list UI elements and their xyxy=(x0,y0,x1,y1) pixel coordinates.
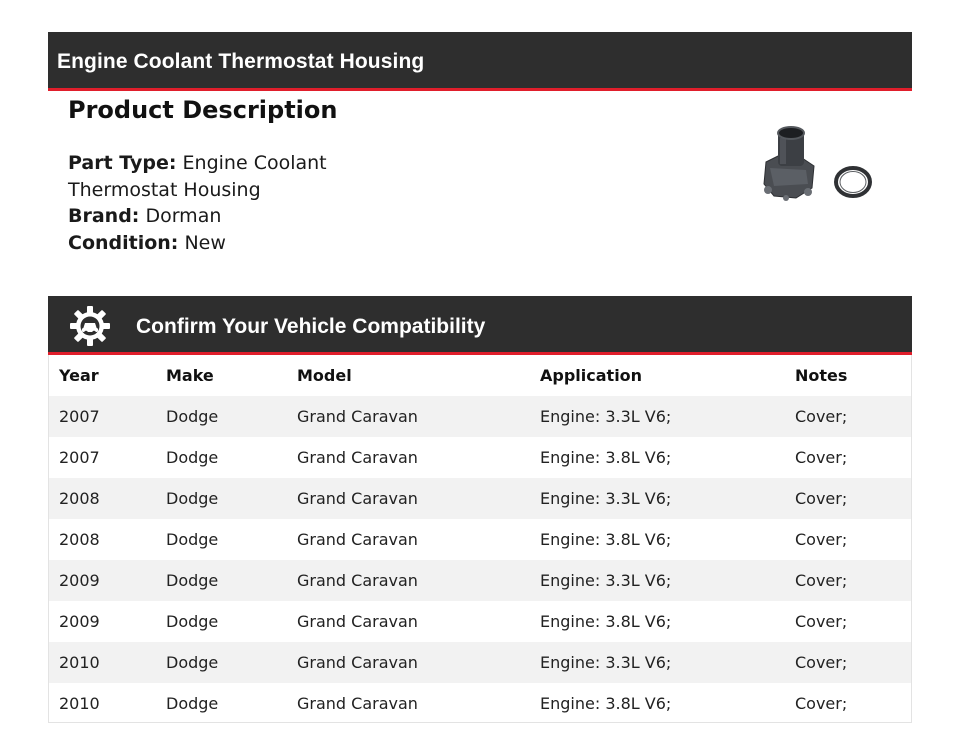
cell-notes: Cover; xyxy=(795,612,848,631)
part-type-label: Part Type: xyxy=(68,152,177,174)
cell-year: 2009 xyxy=(49,560,166,601)
cell-model: Grand Caravan xyxy=(297,642,540,683)
part-type-line xyxy=(68,150,428,203)
cell-notes: Cover; xyxy=(795,478,911,519)
title-bar xyxy=(48,32,912,91)
description-details xyxy=(68,150,428,256)
table-row xyxy=(49,601,911,642)
table-header-row xyxy=(49,355,911,396)
cell-application: Engine: 3.8L V6; xyxy=(540,694,672,713)
table-row xyxy=(49,519,911,560)
col-model: Model xyxy=(297,366,352,385)
description-heading: Product Description xyxy=(68,96,338,124)
cell-year: 2010 xyxy=(59,694,100,713)
cell-application: Engine: 3.3L V6; xyxy=(540,396,795,437)
cell-notes: Cover; xyxy=(795,530,848,549)
cell-application: Engine: 3.3L V6; xyxy=(540,478,795,519)
cell-model: Grand Caravan xyxy=(297,560,540,601)
col-make: Make xyxy=(166,366,214,385)
cell-make: Dodge xyxy=(166,642,297,683)
condition-value: New xyxy=(184,231,226,254)
cell-application: Engine: 3.8L V6; xyxy=(540,612,672,631)
product-image xyxy=(756,120,880,204)
cell-year: 2009 xyxy=(59,612,100,631)
cell-year: 2008 xyxy=(49,478,166,519)
cell-year: 2007 xyxy=(59,448,100,467)
cell-application: Engine: 3.8L V6; xyxy=(540,530,672,549)
table-row xyxy=(49,396,911,437)
cell-model: Grand Caravan xyxy=(297,478,540,519)
cell-application: Engine: 3.3L V6; xyxy=(540,560,795,601)
cell-make: Dodge xyxy=(166,612,219,631)
col-year: Year xyxy=(59,366,99,385)
part-type-value: Engine Coolant Thermostat Housing xyxy=(68,152,327,201)
cell-notes: Cover; xyxy=(795,396,911,437)
compatibility-table xyxy=(48,355,912,723)
cell-model: Grand Caravan xyxy=(297,448,418,467)
cell-model: Grand Caravan xyxy=(297,530,418,549)
cell-make: Dodge xyxy=(166,530,219,549)
table-row xyxy=(49,560,911,601)
table-row xyxy=(49,683,911,724)
table-row xyxy=(49,642,911,683)
table-row xyxy=(49,437,911,478)
cell-model: Grand Caravan xyxy=(297,612,418,631)
cell-application: Engine: 3.3L V6; xyxy=(540,642,795,683)
cell-year: 2010 xyxy=(49,642,166,683)
brand-line xyxy=(68,203,428,230)
cell-notes: Cover; xyxy=(795,694,848,713)
brand-label: Brand: xyxy=(68,205,140,227)
gear-car-icon xyxy=(68,304,112,348)
cell-make: Dodge xyxy=(166,694,219,713)
col-notes: Notes xyxy=(795,366,848,385)
cell-make: Dodge xyxy=(166,560,297,601)
cell-make: Dodge xyxy=(166,396,297,437)
cell-notes: Cover; xyxy=(795,448,848,467)
cell-make: Dodge xyxy=(166,448,219,467)
page-title: Engine Coolant Thermostat Housing xyxy=(57,50,425,73)
compatibility-title: Confirm Your Vehicle Compatibility xyxy=(136,315,486,338)
col-application: Application xyxy=(540,366,643,385)
brand-value: Dorman xyxy=(145,205,222,227)
cell-model: Grand Caravan xyxy=(297,694,418,713)
cell-notes: Cover; xyxy=(795,560,911,601)
table-row xyxy=(49,478,911,519)
cell-year: 2008 xyxy=(59,530,100,549)
compatibility-bar xyxy=(48,296,912,355)
cell-application: Engine: 3.8L V6; xyxy=(540,448,672,467)
cell-model: Grand Caravan xyxy=(297,396,540,437)
cell-notes: Cover; xyxy=(795,642,911,683)
cell-make: Dodge xyxy=(166,478,297,519)
cell-year: 2007 xyxy=(49,396,166,437)
condition-label: Condition: xyxy=(68,231,179,254)
condition-line xyxy=(68,230,428,257)
